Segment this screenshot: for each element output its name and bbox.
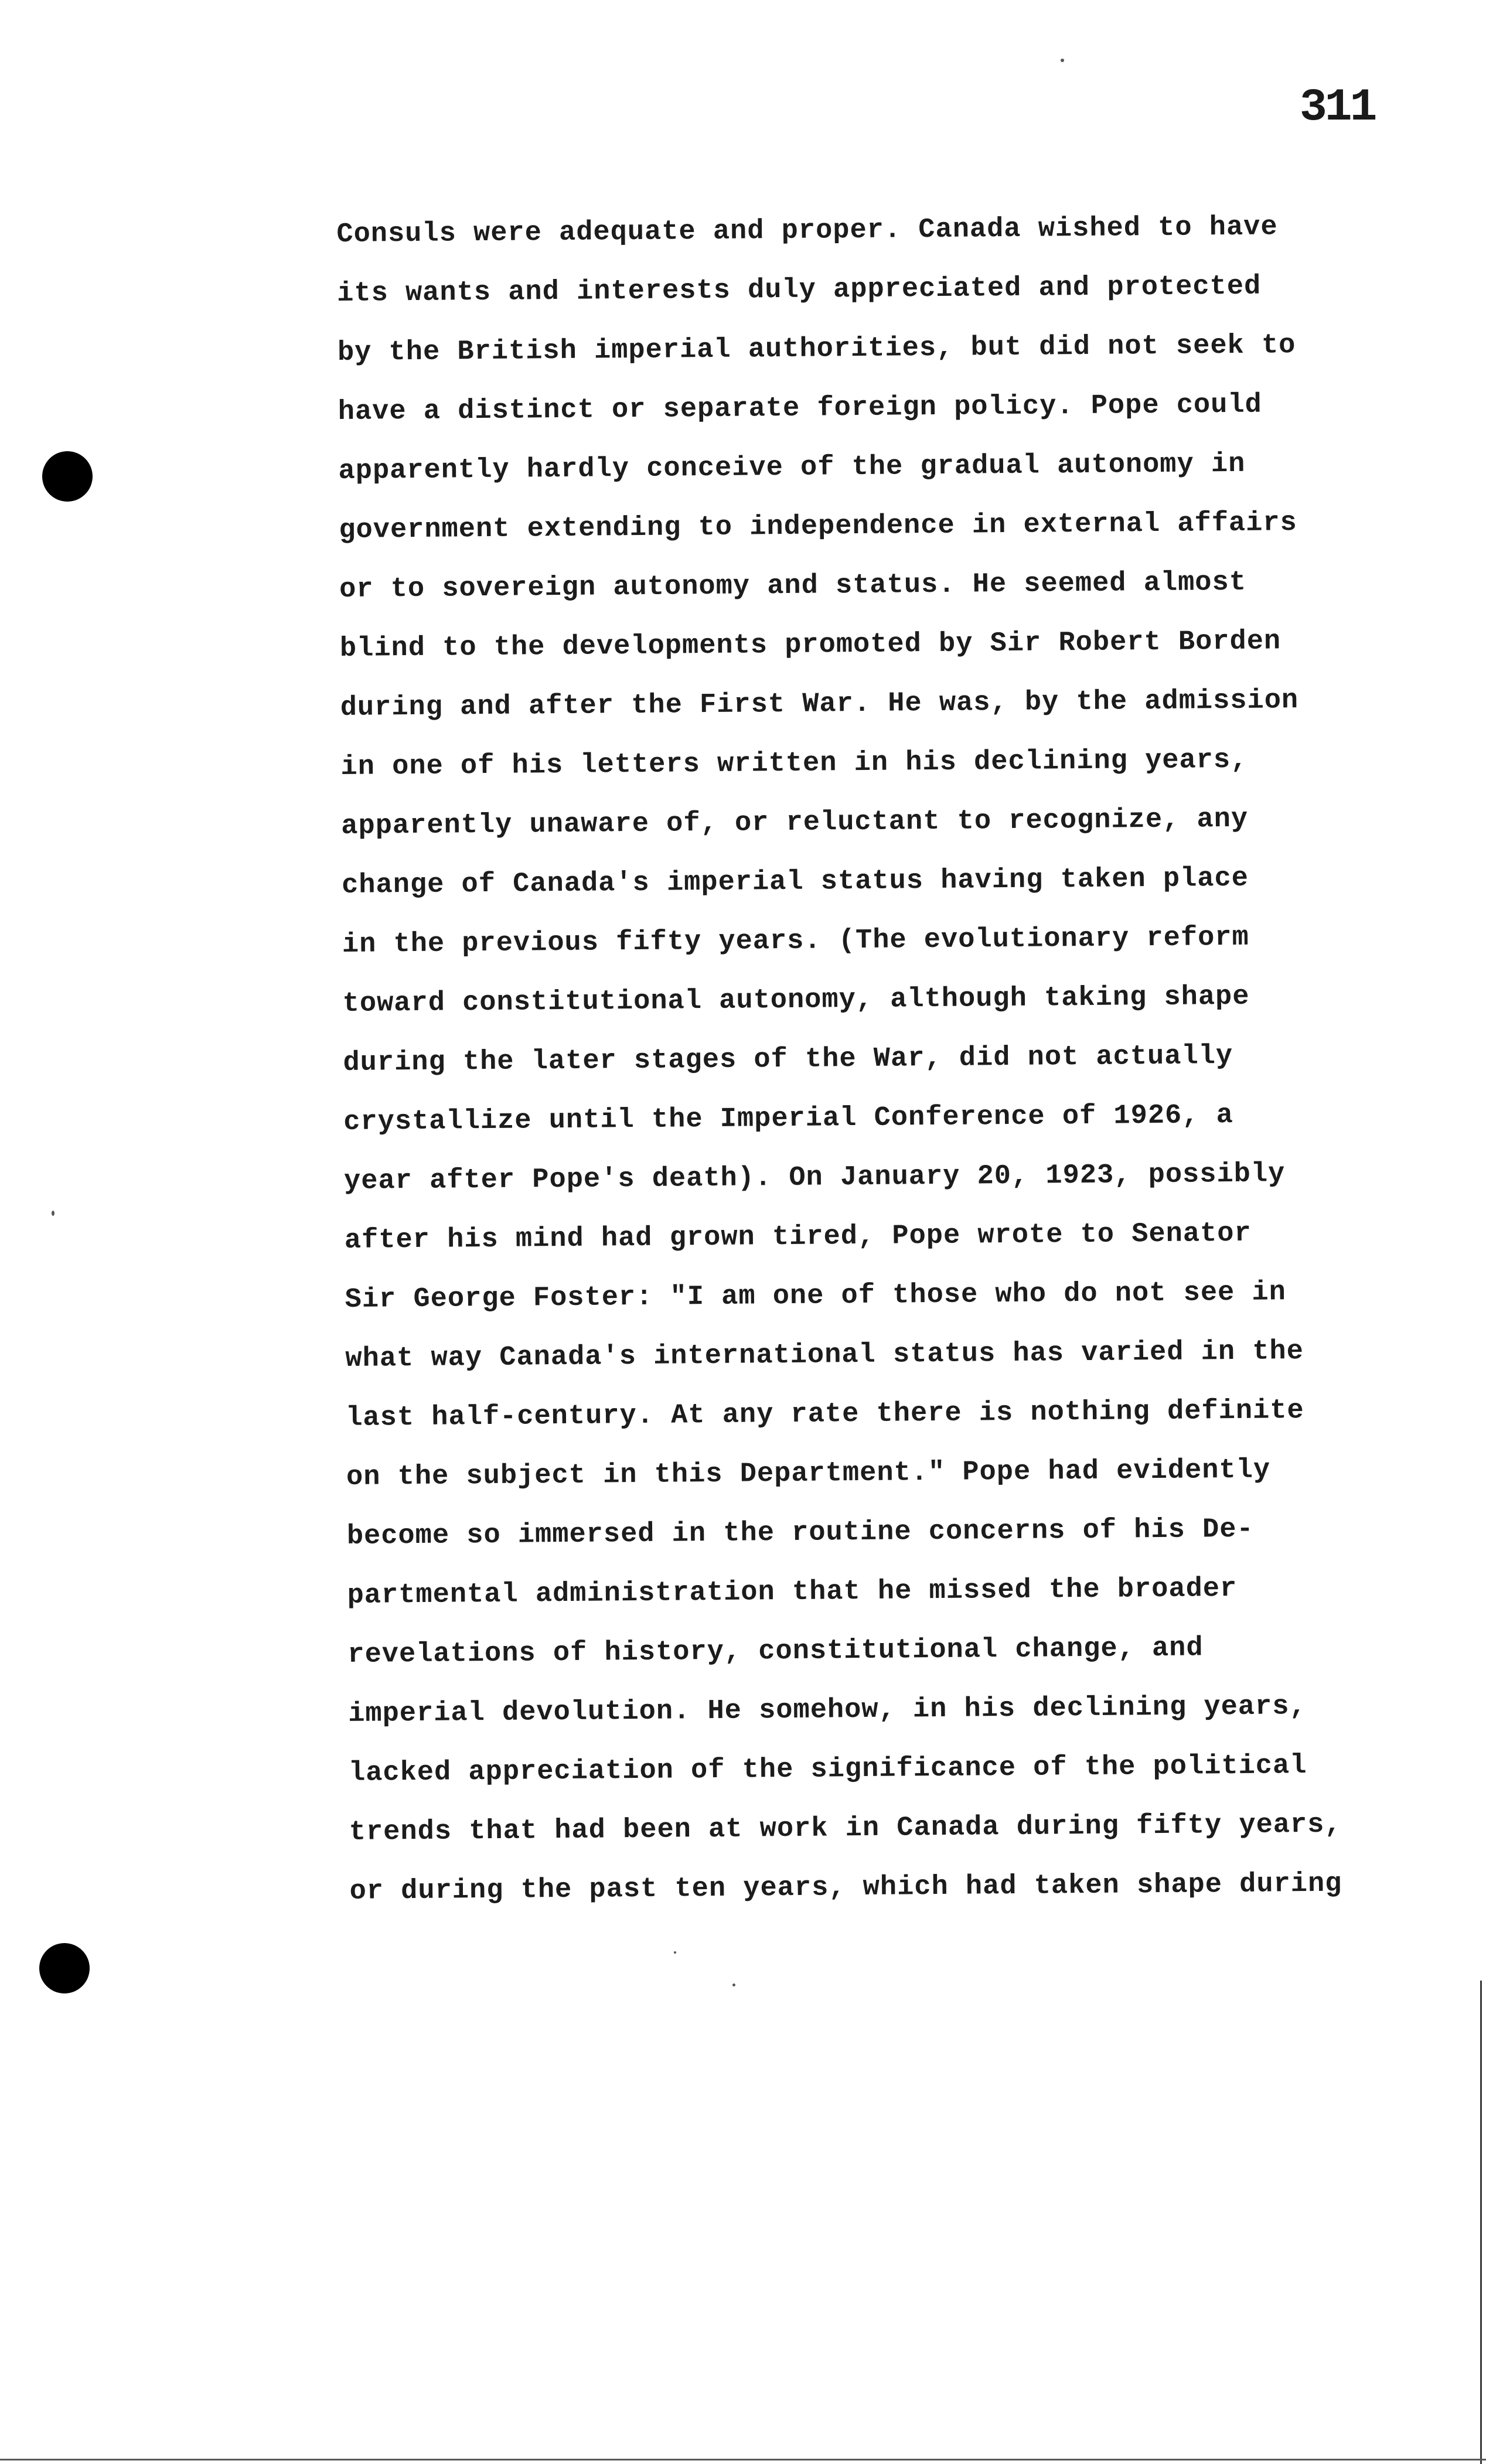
text-line: year after Pope's death). On January 20, 1923, possibly (343, 1158, 1286, 1197)
scan-edge-right (1480, 1981, 1482, 2464)
text-line: Consuls were adequate and proper. Canada wished to have (336, 212, 1278, 250)
text-line: become so immersed in the routine concerns of his De- (346, 1514, 1254, 1552)
text-line: by the British imperial authorities, but did not seek to (337, 330, 1296, 369)
text-line: imperial devolution. He somehow, in his declining years, (348, 1691, 1307, 1730)
text-line: last half-century. At any rate there is nothing definite (346, 1395, 1304, 1434)
punch-hole-top (42, 451, 93, 502)
text-line: apparently unaware of, or reluctant to recognize, any (341, 803, 1249, 842)
scan-edge-bottom (0, 2459, 1486, 2460)
text-line: toward constitutional autonomy, although taking shape (342, 981, 1250, 1020)
text-line: blind to the developments promoted by Sir Robert Borden (339, 626, 1281, 664)
punch-hole-bottom (39, 1943, 90, 1993)
text-line: have a distinct or separate foreign policy. Pope could (338, 389, 1262, 428)
text-line: after his mind had grown tired, Pope wrote to Senator (344, 1218, 1252, 1256)
text-line: revelations of history, constitutional change, and (347, 1633, 1204, 1671)
text-line: change of Canada's imperial status having taken place (341, 863, 1249, 901)
text-line: or to sovereign autonomy and status. He seemed almost (339, 567, 1247, 605)
text-line: what way Canada's international status has varied in the (345, 1336, 1304, 1375)
text-line: apparently hardly conceive of the gradual autonomy in (338, 448, 1246, 487)
text-line: in one of his letters written in his declining years, (340, 744, 1248, 783)
text-line: partmental administration that he missed the broader (347, 1573, 1238, 1611)
text-line: Sir George Foster: "I am one of those who do not see in (345, 1277, 1287, 1316)
text-line: lacked appreciation of the significance of the political (348, 1750, 1307, 1789)
text-line: government extending to independence in external affairs (339, 507, 1297, 546)
scan-speck (1061, 59, 1064, 62)
text-line: on the subject in this Department." Pope had evidently (346, 1454, 1271, 1493)
scan-speck (52, 1211, 54, 1216)
text-line: crystallize until the Imperial Conference of 1926, a (343, 1100, 1234, 1138)
text-line: during and after the First War. He was, by the admission (340, 685, 1299, 724)
body-text (336, 196, 1463, 1921)
text-line: its wants and interests duly appreciated and protected (336, 271, 1262, 309)
text-line: or during the past ten years, which had taken shape during (349, 1868, 1342, 1907)
scan-speck (732, 1984, 735, 1986)
scan-speck (674, 1951, 676, 1954)
text-line: during the later stages of the War, did not actually (343, 1041, 1233, 1079)
page-number: 311 (1300, 82, 1375, 134)
text-line: trends that had been at work in Canada during fifty years, (349, 1809, 1342, 1848)
text-line: in the previous fifty years. (The evolutionary reform (342, 922, 1249, 960)
